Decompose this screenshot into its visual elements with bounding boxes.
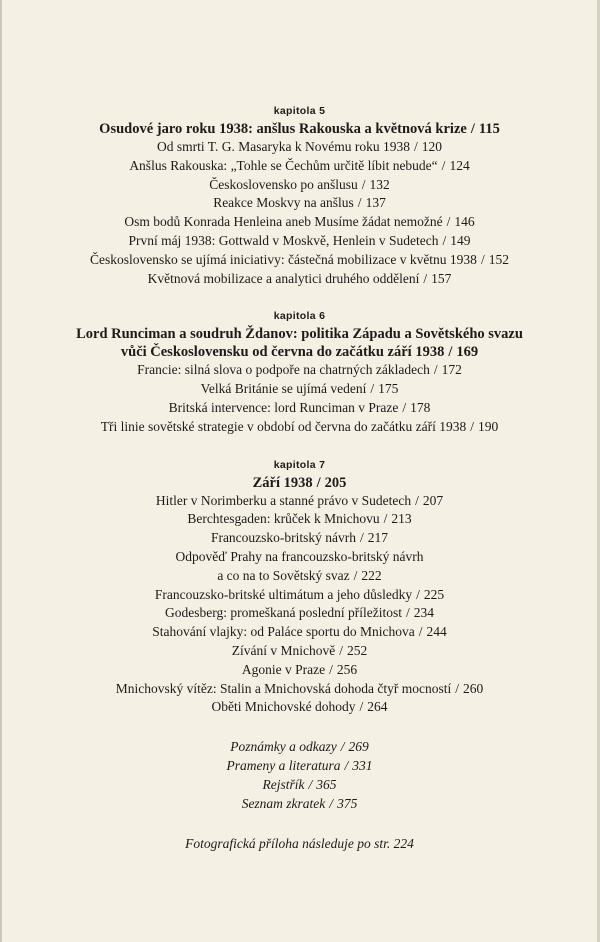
- entry-title: Seznam zkratek: [241, 795, 326, 811]
- separator: /: [353, 567, 358, 583]
- page-number: 244: [426, 624, 447, 640]
- toc-entry: [2, 232, 597, 251]
- separator: /: [446, 214, 451, 230]
- entry-title: Květnová mobilizace a analytici druhého oddělení: [147, 270, 420, 286]
- entry-title: Stahování vlajky: od Paláce sportu do Mnichova: [152, 624, 415, 640]
- entry-title: Rejstřík: [262, 776, 305, 792]
- page-number: 157: [431, 270, 452, 286]
- separator: /: [480, 251, 485, 267]
- separator: /: [442, 232, 447, 248]
- chapter-title: [2, 120, 597, 138]
- entry-title: Hitler v Norimberku a stanné právo v Sudetech: [155, 492, 412, 508]
- entry-title: Britská intervence: lord Runciman v Praze: [168, 399, 399, 415]
- entry-title: Československo po anšlusu: [209, 176, 358, 192]
- chapter-7-section: [2, 458, 597, 718]
- separator: /: [455, 680, 460, 696]
- entry-title: Prameny a literatura: [226, 757, 341, 773]
- separator: /: [415, 492, 419, 508]
- page-number: 207: [422, 492, 444, 508]
- toc-entry: [2, 642, 597, 661]
- toc-entry: [2, 604, 597, 623]
- toc-entry-line: [2, 548, 597, 567]
- entry-title: Od smrti T. G. Masaryka k Novému roku 1938: [157, 139, 410, 154]
- chapter-title-line: Osudové jaro roku 1938: anšlus Rakouska a květnová krize: [99, 121, 467, 137]
- entry-title: Anšlus Rakouska: „Tohle se Čechům určitě líbit nebude“: [129, 157, 438, 173]
- separator: /: [441, 157, 446, 173]
- toc-entry: [2, 567, 597, 586]
- toc-entry: [2, 399, 597, 418]
- chapter-label: kapitola 6: [273, 310, 326, 323]
- separator: /: [308, 776, 313, 792]
- entry-title: Velká Británie se ujímá vedení: [200, 381, 367, 397]
- chapter-title: [2, 325, 597, 361]
- toc-entry: [2, 529, 597, 548]
- toc-entry: [2, 795, 597, 814]
- toc-entry: [2, 213, 597, 232]
- separator: /: [383, 511, 388, 527]
- separator: /: [418, 624, 423, 640]
- chapter-6-section: [2, 309, 597, 436]
- entry-title: Československo se ujímá iniciativy: částečná mobilizace v květnu 1938: [90, 251, 477, 267]
- entry-title: Francouzsko-britský návrh: [210, 530, 357, 546]
- entry-title: Godesberg: promeškaná poslední příležitost: [164, 605, 403, 621]
- entry-title: Osm bodů Konrada Henleina aneb Musíme žádat nemožné: [124, 214, 443, 230]
- page-number: 365: [316, 776, 337, 792]
- separator: /: [413, 139, 418, 154]
- separator: /: [470, 418, 475, 434]
- entry-title: Reakce Moskvy na anšlus: [213, 195, 354, 211]
- separator: /: [340, 739, 345, 755]
- photo-appendix-note: Fotografická příloha následuje po str. 224: [185, 836, 414, 852]
- chapter-title-line: Lord Runciman a soudruh Ždanov: politika Západu a Sovětského svazu: [76, 326, 523, 343]
- separator: /: [423, 270, 428, 286]
- page-number: 124: [449, 157, 470, 173]
- chapter-label: kapitola 7: [273, 458, 326, 471]
- separator: /: [316, 474, 321, 491]
- separator: /: [360, 530, 364, 546]
- separator: /: [406, 605, 410, 621]
- chapter-title: [2, 474, 597, 492]
- entry-title: Poznámky a odkazy: [230, 739, 337, 755]
- page-number: 252: [347, 642, 368, 658]
- page-number: 205: [324, 474, 347, 491]
- toc-entry: [2, 176, 597, 195]
- separator: /: [370, 381, 375, 397]
- toc-entry: [2, 623, 597, 642]
- page-number: 115: [478, 121, 500, 137]
- entry-title: Zívání v Mnichově: [231, 642, 336, 658]
- page-number: 260: [463, 680, 484, 696]
- toc-entry: [2, 157, 597, 176]
- toc-entry: [2, 738, 597, 757]
- toc-entry: [2, 380, 597, 399]
- entry-title: a co na to Sovětský svaz: [217, 567, 350, 583]
- toc-entry: [2, 510, 597, 529]
- separator: /: [470, 121, 475, 137]
- page-number: 256: [336, 661, 358, 677]
- table-of-contents: [2, 104, 597, 853]
- toc-entry: [2, 661, 597, 680]
- page-number: 225: [423, 586, 445, 602]
- entry-title: Odpověď Prahy na francouzsko-britský návrh: [175, 548, 424, 564]
- page-number: 146: [454, 214, 475, 230]
- page-number: 234: [413, 605, 435, 621]
- separator: /: [359, 699, 364, 715]
- entry-title: Oběti Mnichovské dohody: [211, 699, 356, 715]
- entry-title: Mnichovský vítěz: Stalin a Mnichovská dohoda čtyř mocností: [115, 680, 452, 696]
- back-matter: [2, 738, 597, 813]
- page-number: 120: [421, 139, 442, 154]
- chapter-label: kapitola 5: [273, 105, 326, 117]
- separator: /: [416, 586, 420, 602]
- page-number: 152: [488, 251, 509, 267]
- page-number: 137: [365, 195, 386, 211]
- page-number: 190: [478, 418, 499, 434]
- entry-title: První máj 1938: Gottwald v Moskvě, Henlein v Sudetech: [128, 232, 439, 248]
- toc-entry: [2, 361, 597, 380]
- page-number: 331: [352, 757, 373, 773]
- page-number: 217: [367, 530, 389, 546]
- entry-title: Francie: silná slova o podpoře na chatrných základech: [137, 362, 430, 378]
- toc-entry: [2, 138, 597, 157]
- separator: /: [357, 195, 362, 211]
- page-number: 169: [456, 344, 479, 361]
- toc-entry: [2, 776, 597, 795]
- page-number: 213: [391, 511, 412, 527]
- separator: /: [361, 176, 366, 192]
- separator: /: [433, 362, 438, 378]
- toc-entry: [2, 270, 597, 289]
- toc-entry: [2, 757, 597, 776]
- chapter-title-line: vůči Československu od června do začátku září 1938: [120, 344, 445, 361]
- page-number: 132: [369, 176, 390, 192]
- toc-entry: [2, 680, 597, 699]
- entry-title: Berchtesgaden: krůček k Mnichovu: [187, 511, 380, 527]
- toc-entry: [2, 586, 597, 605]
- toc-entry: [2, 194, 597, 213]
- chapter-title-line: Září 1938: [252, 474, 313, 491]
- toc-entry: [2, 698, 597, 717]
- page-number: 264: [367, 699, 388, 715]
- page-number: 375: [337, 795, 358, 811]
- entry-title: Francouzsko-britské ultimátum a jeho důsledky: [154, 586, 413, 602]
- separator: /: [329, 795, 334, 811]
- entry-title: Agonie v Praze: [241, 661, 326, 677]
- page-number: 175: [378, 381, 399, 397]
- chapter-5-section: [2, 104, 597, 288]
- entry-title: Tři linie sovětské strategie v období od června do začátku září 1938: [100, 418, 467, 434]
- toc-entry: [2, 418, 597, 437]
- separator: /: [402, 399, 407, 415]
- separator: /: [339, 642, 343, 658]
- separator: /: [448, 344, 453, 361]
- page-number: 222: [361, 567, 382, 583]
- page-number: 149: [450, 232, 471, 248]
- page-number: 178: [410, 399, 431, 415]
- toc-entry: [2, 251, 597, 270]
- separator: /: [329, 661, 333, 677]
- separator: /: [344, 757, 349, 773]
- toc-entry: [2, 492, 597, 511]
- page-number: 269: [348, 739, 369, 755]
- page-number: 172: [441, 362, 462, 378]
